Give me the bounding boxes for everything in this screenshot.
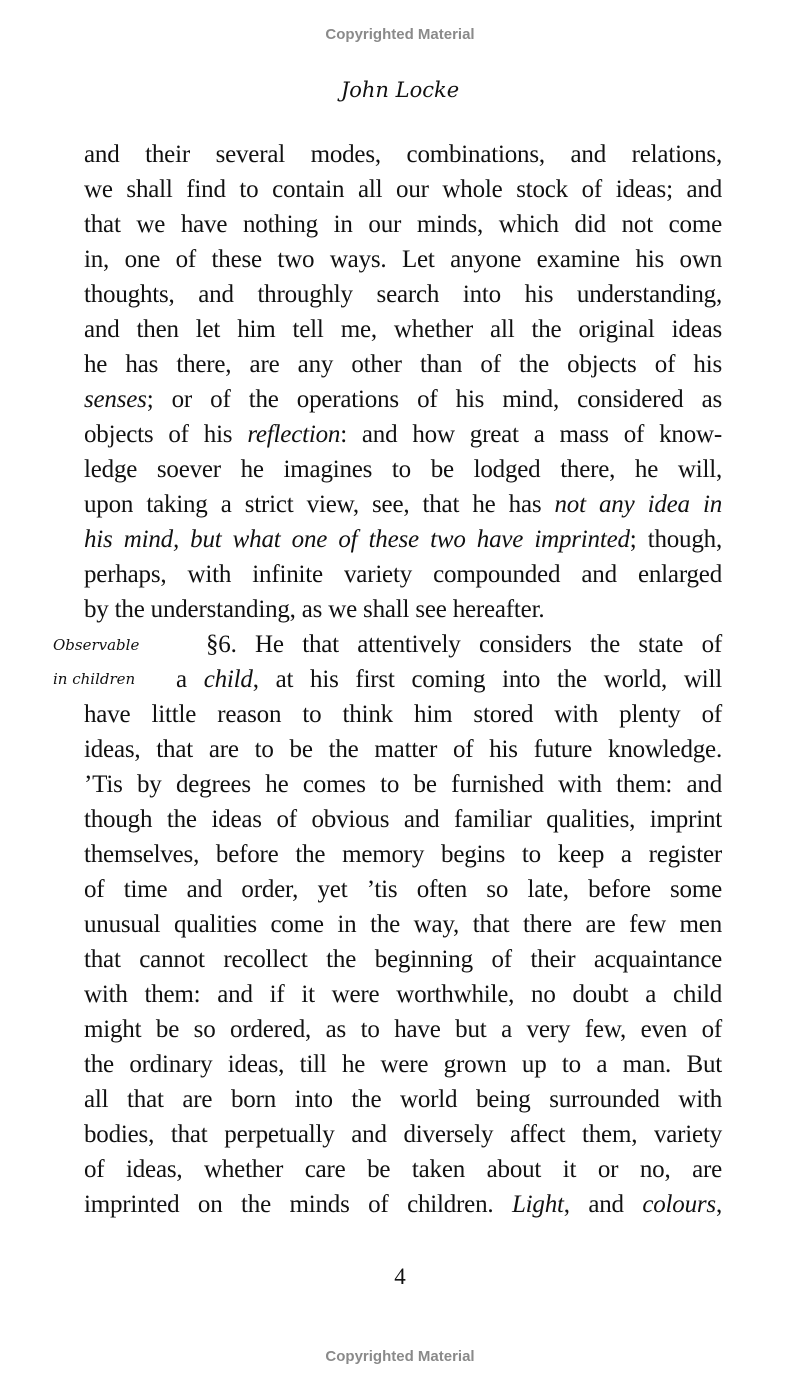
text-line: thoughts, and throughly search into his understanding,	[84, 281, 722, 308]
text-line: the ordinary ideas, till he were grown up to a man. But	[84, 1051, 722, 1078]
text-line: bodies, that perpetually and diversely affect them, variety	[84, 1121, 722, 1148]
text-line: ledge soever he imagines to be lodged there, he will,	[84, 456, 722, 483]
text-run: ,	[715, 1191, 722, 1218]
text-line: ideas, that are to be the matter of his future knowledge.	[84, 736, 722, 763]
copyright-watermark-top: Copyrighted Material	[325, 26, 475, 43]
text-line: of ideas, whether care be taken about it or no, are	[84, 1156, 722, 1183]
text-run: imprinted on the minds of children.	[84, 1191, 512, 1218]
text-line	[84, 1187, 722, 1222]
text-line: and their several modes, combinations, and relations,	[84, 141, 722, 168]
text-line: and then let him tell me, whether all the original ideas	[84, 316, 722, 343]
text-run: objects of his	[84, 421, 248, 448]
text-line: all that are born into the world being surrounded with	[84, 1086, 722, 1113]
text-line: of time and order, yet ’tis often so late, before some	[84, 876, 722, 903]
italic-run: child	[203, 666, 253, 693]
italic-run: not any idea in	[554, 491, 723, 518]
text-run: ; though,	[629, 526, 722, 553]
italic-run: colours	[642, 1191, 716, 1218]
text-run: , at his first coming into the world, will	[252, 666, 723, 693]
text-line: that cannot recollect the beginning of their acquaintance	[84, 946, 722, 973]
text-line	[84, 417, 722, 452]
italic-run: senses	[84, 386, 147, 413]
italic-run: reflection	[247, 421, 341, 448]
text-line: we shall find to contain all our whole stock of ideas; and	[84, 176, 722, 203]
italic-run: Light	[511, 1191, 564, 1218]
italic-run: his mind, but what one of these two have imprinted	[84, 526, 630, 553]
marginal-note-line-1: Observable	[53, 636, 140, 654]
text-line: that we have nothing in our minds, which did not come	[84, 211, 722, 238]
text-run: ; or of the operations of his mind, considered as	[146, 386, 722, 413]
text-line: he has there, are any other than of the objects of his	[84, 351, 722, 378]
text-line: though the ideas of obvious and familiar qualities, imprint	[84, 806, 722, 833]
text-line: have little reason to think him stored with plenty of	[84, 701, 722, 728]
text-line	[84, 487, 722, 522]
text-line: in, one of these two ways. Let anyone examine his own	[84, 246, 722, 273]
text-line: might be so ordered, as to have but a very few, even of	[84, 1016, 722, 1043]
copyright-watermark-bottom: Copyrighted Material	[325, 1348, 475, 1365]
text-run: , and	[563, 1191, 643, 1218]
text-run: a	[176, 666, 204, 693]
text-line: by the understanding, as we shall see hereafter.	[84, 596, 545, 623]
text-line: with them: and if it were worthwhile, no doubt a child	[84, 981, 722, 1008]
text-line: perhaps, with infinite variety compounded and enlarged	[84, 561, 722, 588]
text-line	[84, 662, 722, 697]
page-number: 4	[394, 1264, 406, 1289]
text-run: upon taking a strict view, see, that he has	[84, 491, 555, 518]
running-head-author: John Locke	[340, 78, 460, 102]
marginal-note-line-2: in children	[53, 670, 136, 688]
text-line	[84, 382, 722, 417]
section-6-heading-line: §6. He that attentively considers the state of	[206, 631, 722, 658]
text-run: : and how great a mass of know-	[340, 421, 722, 448]
text-line: unusual qualities come in the way, that there are few men	[84, 911, 722, 938]
text-line: ’Tis by degrees he comes to be furnished with them: and	[84, 771, 722, 798]
text-line	[84, 522, 722, 557]
body-text	[84, 137, 722, 1222]
text-line: themselves, before the memory begins to keep a register	[84, 841, 722, 868]
